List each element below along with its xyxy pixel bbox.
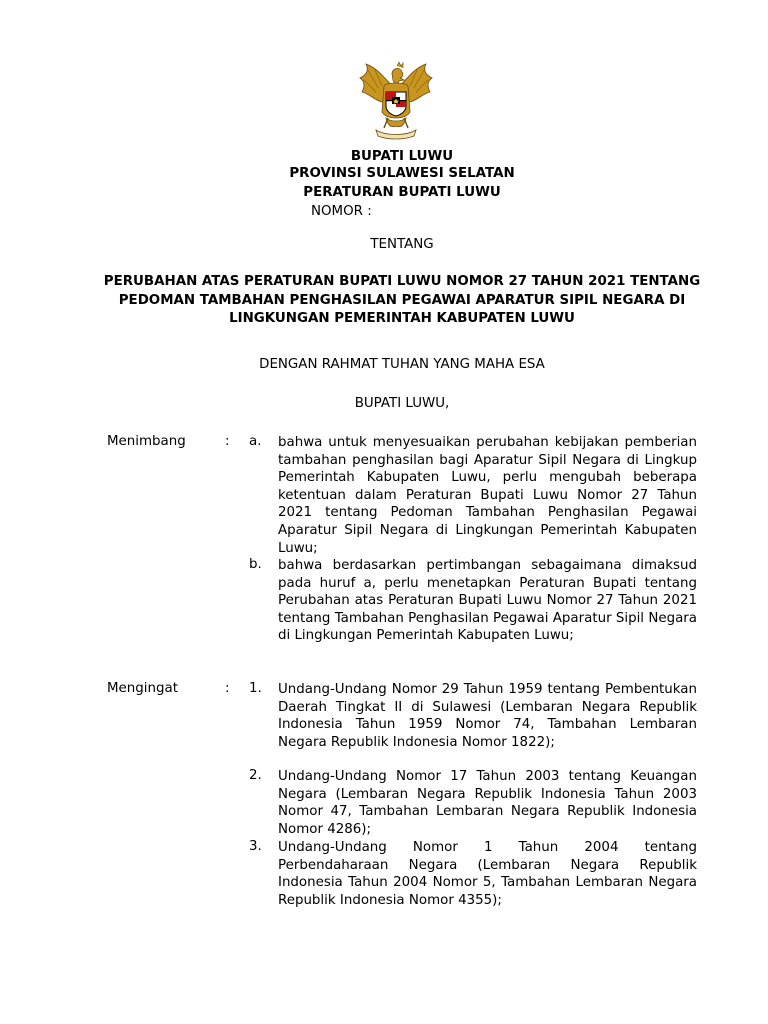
remembering-marker-1: 1. [249,681,262,696]
regulation-heading: PERATURAN BUPATI LUWU [303,185,501,200]
remembering-item-2: Undang-Undang Nomor 17 Tahun 2003 tentang Keuangan Negara (Lembaran Negara Republik Indonesia Tahun 2003 Nomor 47, Tambahan Lembaran Negara Republik Indonesia Nomor 4286); [278,769,697,837]
considering-marker-b: b. [249,557,262,572]
considering-label: Menimbang [107,434,186,449]
remembering-label: Mengingat [107,681,178,696]
about-label: TENTANG [370,237,434,252]
regulation-title: PERUBAHAN ATAS PERATURAN BUPATI LUWU NOMOR 27 TAHUN 2021 TENTANG PEDOMAN TAMBAHAN PENGHASILAN PEGAWAI APARATUR SIPIL NEGARA DI LINGKUNGAN PEMERINTAH KABUPATEN LUWU [103,274,701,326]
remembering-item-1: Undang-Undang Nomor 29 Tahun 1959 tentang Pembentukan Daerah Tingkat II di Sulawesi (Lembaran Negara Republik Indonesia Tahun 1959 Nomor 74, Tambahan Lembaran Negara Republik Indonesia Nomor 1822); [278,682,697,750]
considering-item-a: bahwa untuk menyesuaikan perubahan kebijakan pemberian tambahan penghasilan bagi Aparatur Sipil Negara di Lingkup Pemerintah Kabupaten Luwu, perlu mengubah beberapa ketentuan dalam Peraturan Bupati Luwu Nomor 27 Tahun 2021 tentang Pedoman Tambahan Penghasilan Pegawai Aparatur Sipil Negara di Lingkungan Pemerintah Kabupaten Luwu; [278,435,697,556]
remembering-marker-2: 2. [249,768,262,783]
province-heading: PROVINSI SULAWESI SELATAN [289,166,515,181]
blessing-text: DENGAN RAHMAT TUHAN YANG MAHA ESA [259,357,545,372]
remembering-marker-3: 3. [249,839,262,854]
remembering-item-3: Undang-Undang Nomor 1 Tahun 2004 tentang Perbendaharaan Negara (Lembaran Negara Republik Indonesia Tahun 2004 Nomor 5, Tambahan Lembaran Negara Republik Indonesia Nomor 4355); [278,840,697,908]
regent-heading: BUPATI LUWU [350,149,454,164]
considering-marker-a: a. [249,434,262,449]
considering-colon: : [225,434,230,449]
regulation-number: NOMOR : [311,204,372,219]
considering-item-b: bahwa berdasarkan pertimbangan sebagaimana dimaksud pada huruf a, perlu menetapkan Peraturan Bupati tentang Perubahan atas Peraturan Bupati Luwu Nomor 27 Tahun 2021 tentang Tambahan Penghasilan Pegawai Aparatur Sipil Negara di Lingkungan Pemerintah Kabupaten Luwu; [278,558,697,644]
remembering-colon: : [225,681,230,696]
regent-address: BUPATI LUWU, [354,396,450,411]
garuda-emblem-icon [352,60,440,142]
